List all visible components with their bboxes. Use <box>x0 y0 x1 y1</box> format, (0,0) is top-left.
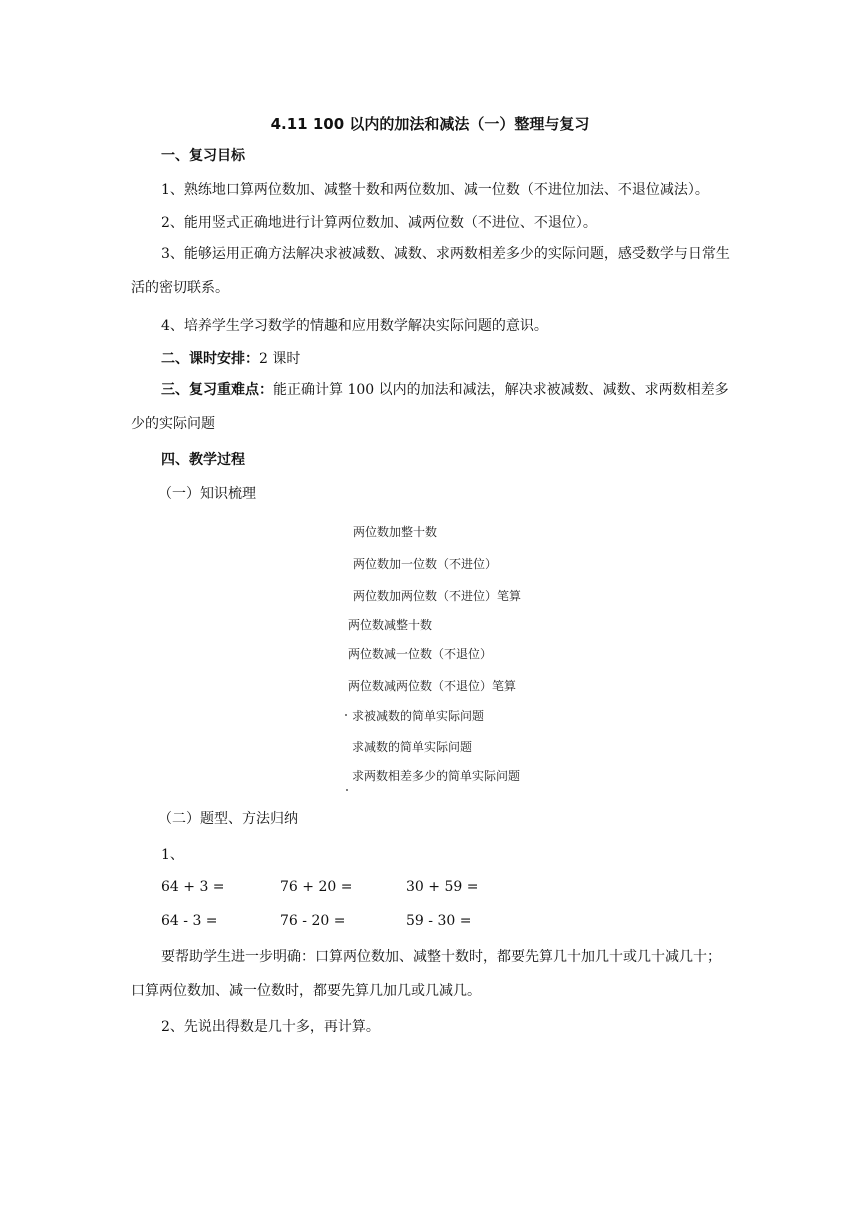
figure-item: 两位数减整十数 <box>348 618 433 632</box>
section-key-points-heading: 三、复习重难点： <box>161 382 273 398</box>
section-key-points-text: 能正确计算 100 以内的加法和减法，解决求被减数、减数、求两数相差多少的实际问题 <box>131 382 729 432</box>
figure-dot <box>345 714 347 716</box>
document-title: 4.11 100 以内的加法和减法（一）整理与复习 <box>270 115 590 133</box>
objective-item-4: 4、培养学生学习数学的情趣和应用数学解决实际问题的意识。 <box>161 318 548 334</box>
teaching-note: 要帮助学生进一步明确：口算两位数加、减整十数时，都要先算几十加几十或几十减几十；口算两位数加、减一位数时，都要先算几加几或几减几。 <box>131 949 721 999</box>
equation: 64 - 3 = <box>161 913 218 929</box>
figure-item: 两位数加整十数 <box>353 525 438 539</box>
equation: 59 - 30 = <box>406 913 472 929</box>
objective-item-1: 1、熟练地口算两位数加、减整十数和两位数加、减一位数（不进位加法、不退位减法）。 <box>161 182 709 198</box>
question-2: 2、先说出得数是几十多，再计算。 <box>161 1019 380 1035</box>
section-objectives-heading: 一、复习目标 <box>161 148 245 164</box>
figure-item: 两位数加一位数（不进位） <box>353 557 498 571</box>
figure-dot <box>346 789 348 791</box>
equation: 64 + 3 = <box>161 879 225 895</box>
figure-item: 两位数减一位数（不退位） <box>348 647 493 661</box>
section-schedule-text: 2 课时 <box>259 351 301 367</box>
knowledge-figure <box>335 514 557 796</box>
equation: 76 - 20 = <box>280 913 346 929</box>
figure-item: 求减数的简单实际问题 <box>352 740 473 754</box>
objective-item-2: 2、能用竖式正确地进行计算两位数加、减两位数（不进位、不退位）。 <box>161 215 597 231</box>
equation: 30 + 59 = <box>406 879 479 895</box>
section-process-heading: 四、教学过程 <box>161 452 245 468</box>
equation: 76 + 20 = <box>280 879 353 895</box>
section-schedule <box>161 349 300 369</box>
question-1-label: 1、 <box>161 847 184 863</box>
figure-item: 两位数加两位数（不进位）笔算 <box>353 589 522 603</box>
figure-item: 两位数减两位数（不退位）笔算 <box>348 679 517 693</box>
subsection-knowledge-heading: （一）知识梳理 <box>158 486 256 502</box>
section-key-points <box>131 373 731 441</box>
objective-item-3: 3、能够运用正确方法解决求被减数、减数、求两数相差多少的实际问题，感受数学与日常生活的密切联系。 <box>131 246 730 296</box>
figure-item: 求两数相差多少的简单实际问题 <box>352 769 521 783</box>
figure-item: 求被减数的简单实际问题 <box>352 709 485 723</box>
section-schedule-heading: 二、课时安排： <box>161 351 259 367</box>
subsection-methods-heading: （二）题型、方法归纳 <box>158 811 298 827</box>
